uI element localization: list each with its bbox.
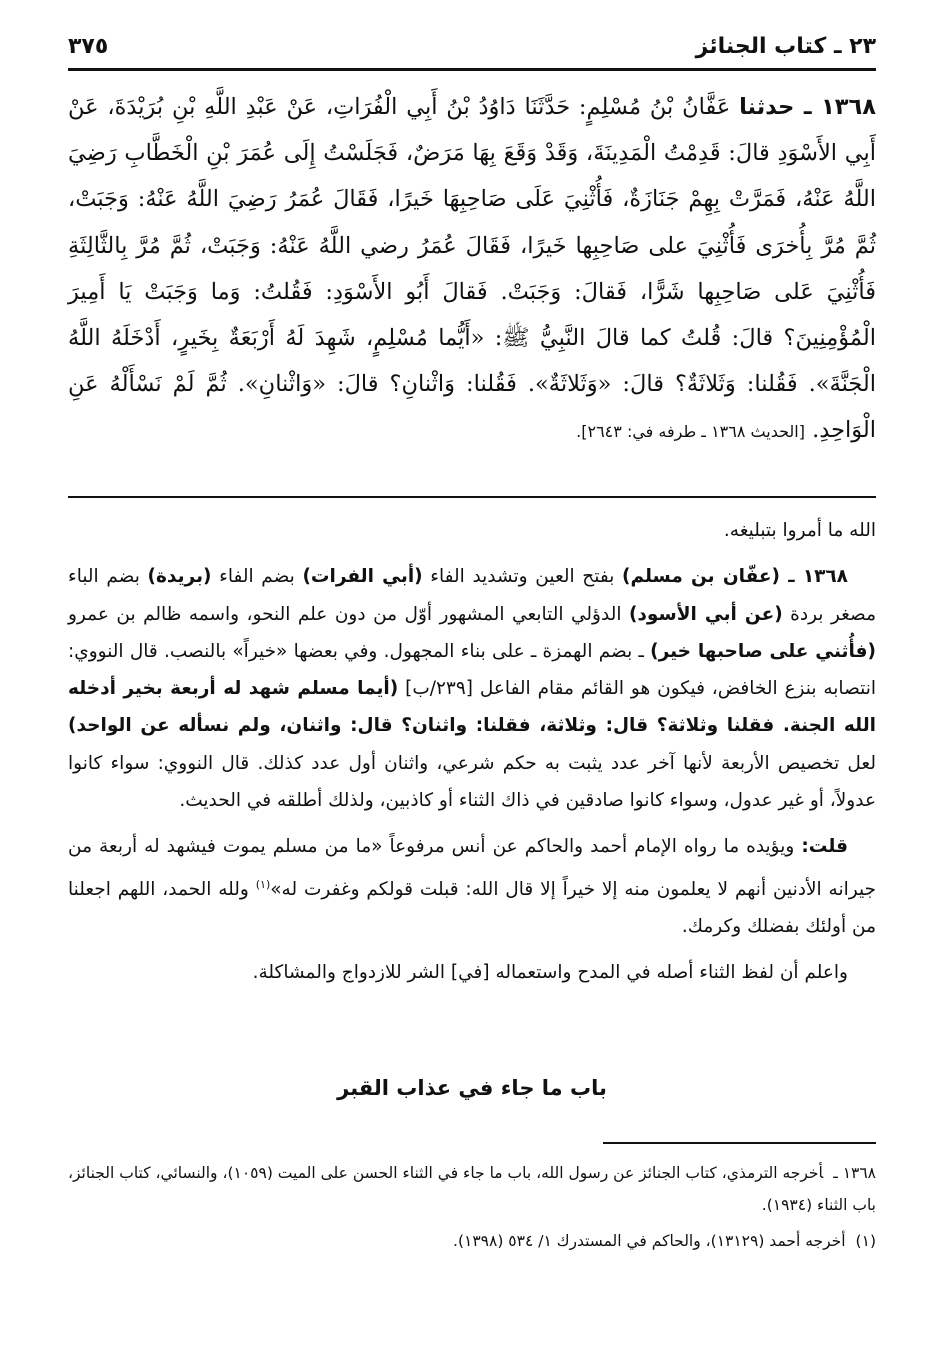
section-divider [68, 496, 876, 498]
bold-quoted-segment: (أيما مسلم شهد له أربعة بخير أدخله الله الجنة. فقلنا وثلاثة؟ قال: وثلاثة، فقلنا: واثنان؟ قال: واثنان، ولم نسأله عن الواحد) [68, 678, 876, 737]
page-number: ٣٧٥ [68, 33, 109, 59]
chapter-heading: ٢٣ ـ كتاب الجنائز [695, 33, 876, 59]
hadith-text-block [68, 84, 876, 456]
bold-quoted-segment: (عن أبي الأسود) [628, 603, 783, 625]
commentary-segment: بضم الباء مصغر بردة [68, 566, 877, 625]
hadith-number-label: ١٣٦٨ ـ حدثنا [739, 94, 877, 120]
footnotes [68, 1157, 876, 1257]
chapter-title: باب ما جاء في عذاب القبر [337, 1076, 607, 1100]
bold-quoted-segment: ١٣٦٨ ـ [780, 566, 848, 588]
commentary-segment: الدؤلي التابعي المشهور أوّل من دون علم النحو، واسمه ظالم بن عمرو [68, 603, 629, 625]
commentary-segment: لعل تخصيص الأربعة لأنها آخر عدد يثبت به حكم شرعي، واثنان أول عدد كذلك. قال النووي: سواء كانوا عدولاً، أو غير عدول، وسواء كانوا صادقين في ذاك الثناء أو كاذبين، ولذلك أطلقه في الحديث. [68, 752, 876, 812]
bold-quoted-segment: (بريدة) [147, 566, 212, 588]
commentary-paragraph-3: واعلم أن لفظ الثناء أصله في المدح واستعماله [في] الشر للازدواج والمشاكلة. [252, 962, 848, 984]
header-divider [68, 68, 876, 71]
footnote-1 [68, 1157, 876, 1221]
commentary-paragraph-2-tail: ولله الحمد، اللهم اجعلنا من أولئك بفضلك وكرمك. [68, 878, 876, 938]
footnote-1-mark: ١٣٦٨ ـ [833, 1164, 877, 1182]
bold-quoted-segment: (فأُثني على صاحبها خير) [650, 640, 876, 662]
hadith-body: عَفَّانُ بْنُ مُسْلِمٍ: حَدَّثَنَا دَاوُدُ بْنُ أَبِي الْفُرَاتِ، عَنْ عَبْدِ اللَّهِ بْنِ بُرَيْدَةَ، عَنْ أَبِي الأَسْوَدِ قالَ: قَدِمْتُ الْمَدِينَةَ، وَقَدْ وَقَعَ بِهَا مَرَضٌ، فَجَلَسْتُ إِلَى عُمَرَ بْنِ الْخَطَّابِ رَضِيَ اللَّهُ عَنْهُ، فَمَرَّتْ بِهِمْ جَنَازَةٌ، فَأُثْنِيَ عَلَى صَاحِبِهَا خَيرًا، فَقَالَ عُمَرُ رَضِيَ اللَّهُ عَنْهُ: وَجَبَتْ، ثُمَّ مُرَّ بِأُخرَى فَأُثْنِيَ على صَاحِبِها خَيرًا، فَقَالَ عُمَرُ رضي اللَّهُ عَنْهُ: وَجَبَتْ، ثُمَّ مُرَّ بِالثَّالِثَةِ فَأُثْنِيَ عَلى صَاحِبِها شَرًّا، فَقالَ: وَجَبَتْ. فَقالَ أَبُو الأَسْوَدِ: فَقُلتُ: وَما وَجَبَتْ يَا أَمِيرَ الْمُؤْمِنِينَ؟ قالَ: قُلتُ كما قالَ النَّبِيُّ ﷺ: «أَيُّما مُسْلِمٍ، شَهِدَ لَهُ أَرْبَعَةٌ بِخَيرٍ، أَدْخَلَهُ اللَّهُ الْجَنَّةَ». فَقُلنا: وَثَلاثَةٌ؟ قالَ: «وَثَلاثَةٌ». فَقُلنا: وَاثْنانِ؟ قالَ: «وَاثْنانِ». ثُمَّ لَمْ نَسْأَلْهُ عَنِ الْوَاحِدِ. [68, 94, 876, 444]
footnote-2 [68, 1225, 876, 1257]
qultu-label: قلت: [801, 836, 848, 858]
running-header [68, 28, 876, 64]
footnote-2-mark: (١) [855, 1232, 876, 1250]
footnote-marker: (١) [255, 877, 271, 891]
commentary-carryover: الله ما أمروا بتبليغه. [723, 520, 876, 541]
commentary-block [68, 512, 876, 992]
commentary-segment: بفتح العين وتشديد الفاء [422, 566, 623, 588]
footnote-2-text: أخرجه أحمد (١٣١٢٩)، والحاكم في المستدرك ١/ ٥٣٤ (١٣٩٨). [453, 1232, 846, 1250]
commentary-segment: بضم الفاء [211, 566, 303, 588]
bold-quoted-segment: (عفّان بن مسلم) [622, 566, 781, 588]
hadith-reference: [الحديث ١٣٦٨ ـ طرفه في: ٢٦٤٣]. [576, 422, 805, 442]
commentary-segment: ـ بضم الهمزة ـ على بناء المجهول. وفي بعضها «خيراً» بالنصب. قال النووي: انتصابه بنزع الخافض، فيكون هو القائم مقام الفاعل [٢٣٩/ب] [68, 640, 876, 700]
commentary-paragraph-2 [68, 828, 876, 945]
bold-quoted-segment: (أبي الفرات) [302, 566, 423, 588]
footnote-divider [603, 1142, 876, 1144]
commentary-paragraph-1 [68, 558, 876, 819]
commentary-paragraph-2-text: ويؤيده ما رواه الإمام أحمد والحاكم عن أنس مرفوعاً «ما من مسلم يموت فيشهد له أربعة من جيرانه الأدنين أنهم لا يعلمون منه إلا خيراً إلا قال الله: قبلت قولكم وغفرت له» [68, 836, 876, 900]
footnote-1-text: أخرجه الترمذي، كتاب الجنائز عن رسول الله، باب ما جاء في الثناء الحسن على الميت (١٠٥٩)، والنسائي، كتاب الجنائز، باب الثناء (١٩٣٤). [68, 1164, 876, 1214]
